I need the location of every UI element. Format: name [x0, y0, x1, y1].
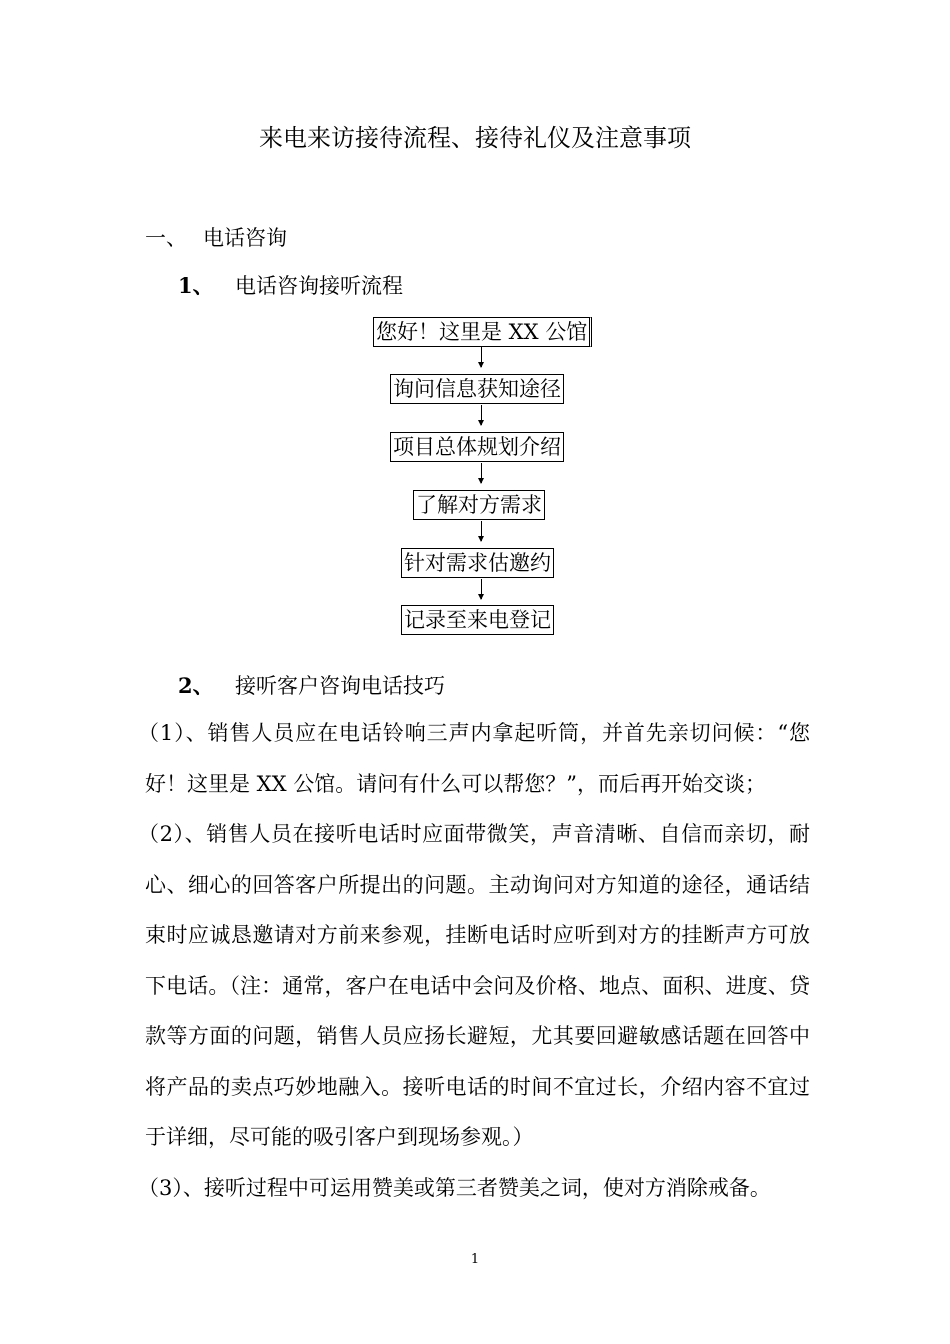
- flow-step-needs: 了解对方需求: [413, 490, 545, 520]
- flow-arrow: [481, 521, 482, 541]
- section-title: 电话咨询: [203, 226, 287, 250]
- flow-arrow: [481, 463, 482, 483]
- paragraph-1: （1）、销售人员应在电话铃响三声内拿起听筒，并首先亲切问候：“您好！这里是 XX 公馆。请问有什么可以帮您？”，而后再开始交谈；: [138, 721, 810, 796]
- flow-step-source: 询问信息获知途径: [390, 374, 564, 404]
- flow-step-invite: 针对需求估邀约: [401, 548, 554, 578]
- flow-arrow: [481, 347, 482, 367]
- subsection-title: 电话咨询接听流程: [235, 274, 403, 298]
- flow-step-greeting: 您好！这里是 XX 公馆: [373, 317, 592, 347]
- phone-flowchart: [0, 0, 950, 660]
- paragraph-2: （2）、销售人员在接听电话时应面带微笑，声音清晰、自信而亲切，耐心、细心的回答客户所提出的问题。主动询问对方知道的途径，通话结束时应诚恳邀请对方前来参观，挂断电话时应听到对方的挂断声方可放下电话。（注：通常，客户在电话中会问及价格、地点、面积、进度、贷款等方面的问题，销售人员应扬长避短，尤其要回避敏感话题在回答中将产品的卖点巧妙地融入。接听电话的时间不宜过长，介绍内容不宜过于详细，尽可能的吸引客户到现场参观。）: [138, 822, 810, 1149]
- flow-step-record: 记录至来电登记: [401, 605, 554, 635]
- section-number: 一、: [145, 226, 187, 250]
- flow-arrow: [481, 405, 482, 425]
- document-title: 来电来访接待流程、接待礼仪及注意事项: [259, 124, 691, 152]
- subsection-number: 1、: [178, 273, 214, 298]
- subsection-title: 接听客户咨询电话技巧: [235, 674, 445, 698]
- flow-step-intro: 项目总体规划介绍: [390, 432, 564, 462]
- paragraph-3: （3）、接听过程中可运用赞美或第三者赞美之词，使对方消除戒备。: [138, 1176, 771, 1200]
- page-number: 1: [470, 1252, 480, 1267]
- flow-arrow: [481, 579, 482, 599]
- subsection-heading-skills: [178, 670, 445, 700]
- subsection-number: 2、: [178, 673, 214, 698]
